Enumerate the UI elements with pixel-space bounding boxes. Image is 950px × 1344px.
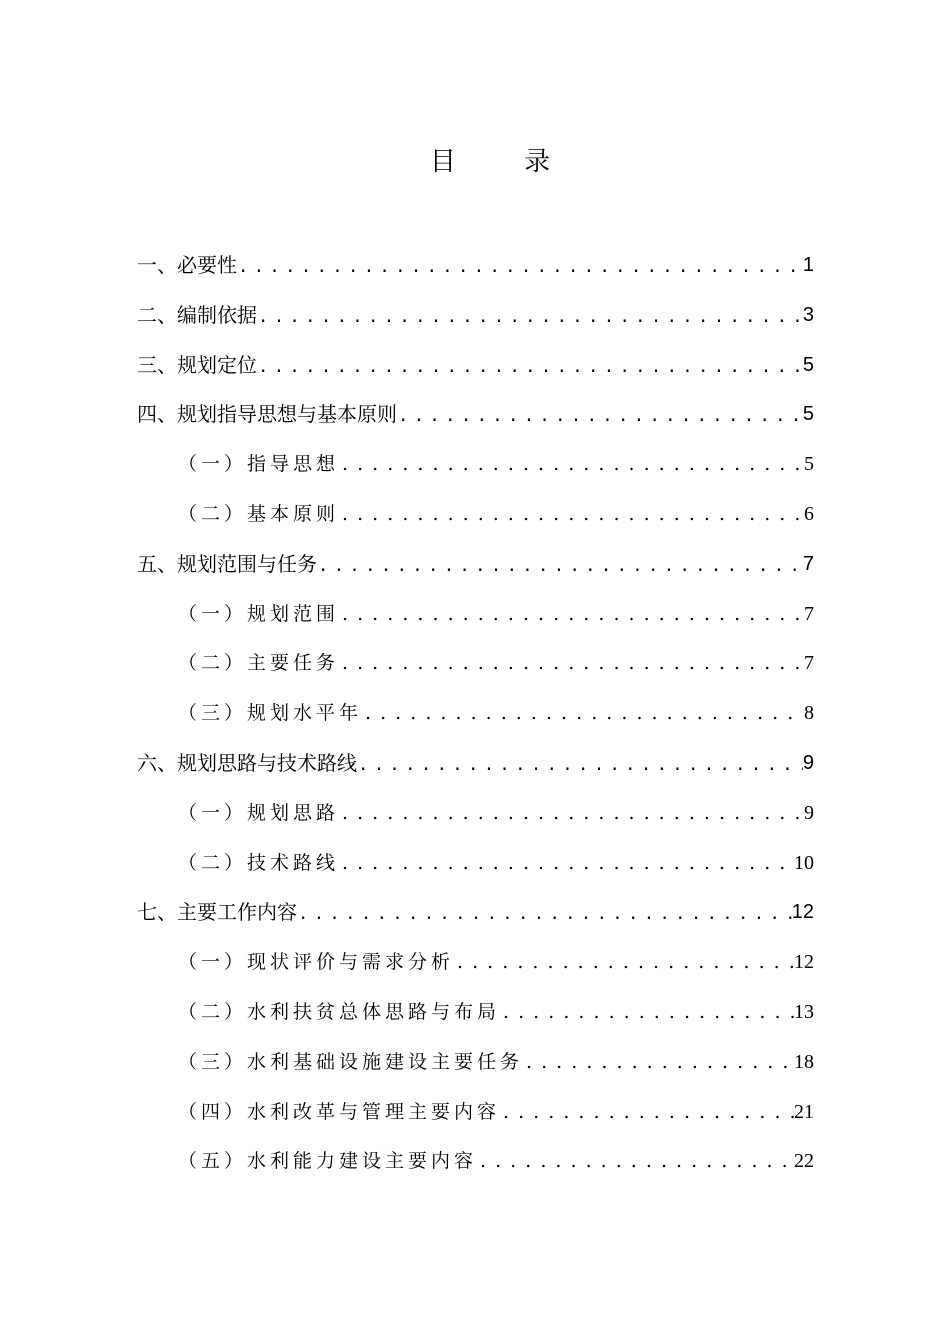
toc-entry-text: 四、规划指导思想与基本原则	[137, 402, 397, 427]
toc-entry-page-number: 18	[794, 1050, 814, 1073]
toc-entry[interactable]	[178, 439, 814, 479]
toc-entry-text: （五）水利能力建设主要内容	[178, 1150, 478, 1173]
toc-entry-text: 七、主要工作内容	[137, 900, 297, 925]
toc-entry-page-number: 9	[802, 752, 814, 774]
toc-entry-page-number: 8	[804, 702, 814, 725]
toc-entry-page-number: 5	[802, 353, 814, 376]
toc-entry[interactable]	[137, 290, 814, 330]
toc-entry-page-number: 1	[802, 254, 814, 276]
toc-entry[interactable]	[178, 937, 814, 977]
toc-entry-page-number: 12	[794, 951, 814, 974]
toc-entry[interactable]	[137, 240, 814, 280]
toc-entry-text: （三）规划水平年	[178, 702, 363, 725]
toc-dot-leader	[362, 698, 804, 728]
toc-dot-leader	[339, 848, 794, 878]
toc-entry[interactable]	[178, 1136, 814, 1176]
toc-entry[interactable]	[137, 738, 814, 778]
toc-entry-text: 一、必要性	[137, 253, 237, 277]
toc-dot-leader	[397, 399, 803, 429]
toc-entry-page-number: 22	[794, 1150, 814, 1173]
toc-dot-leader	[297, 897, 792, 927]
toc-entry[interactable]	[178, 788, 814, 828]
toc-dot-leader	[357, 748, 803, 778]
toc-title: 目 录	[429, 147, 581, 177]
toc-entry[interactable]	[178, 589, 814, 629]
toc-entry-text: （三）水利基础设施建设主要任务	[178, 1050, 524, 1073]
toc-entry-text: 三、规划定位	[137, 352, 257, 377]
toc-entry-page-number: 5	[802, 403, 814, 426]
toc-entry-text: （一）规划范围	[178, 602, 340, 625]
toc-dot-leader	[339, 798, 804, 828]
toc-entry-page-number: 9	[804, 801, 814, 824]
toc-entry[interactable]	[137, 340, 814, 380]
toc-entry-text: （二）水利扶贫总体思路与布局	[178, 1001, 501, 1023]
toc-dot-leader	[339, 599, 804, 629]
toc-dot-leader	[500, 997, 794, 1027]
toc-entry-page-number: 5	[804, 453, 814, 476]
toc-entry-text: （四）水利改革与管理主要内容	[178, 1100, 501, 1123]
toc-dot-leader	[257, 350, 803, 380]
toc-entry[interactable]	[178, 1037, 814, 1077]
toc-entry-page-number: 21	[794, 1100, 814, 1123]
toc-dot-leader	[500, 1097, 794, 1127]
toc-entry[interactable]	[178, 688, 814, 728]
toc-entry-text: （一）现状评价与需求分析	[178, 951, 455, 974]
toc-entry[interactable]	[178, 987, 814, 1027]
toc-entry[interactable]	[137, 539, 814, 579]
toc-entry-page-number: 10	[794, 851, 814, 874]
toc-dot-leader	[339, 499, 804, 529]
toc-dot-leader	[454, 947, 794, 977]
toc-entry[interactable]	[178, 838, 814, 878]
toc-entry-page-number: 12	[791, 901, 814, 924]
toc-entry-text: （二）技术路线	[178, 851, 340, 874]
toc-dot-leader	[339, 449, 804, 479]
toc-entry[interactable]	[178, 1087, 814, 1127]
toc-entry-text: 二、编制依据	[137, 302, 257, 327]
toc-entry-text: 六、规划思路与技术路线	[137, 751, 357, 775]
toc-dot-leader	[477, 1146, 794, 1176]
toc-entry[interactable]	[137, 389, 814, 429]
toc-dot-leader	[523, 1047, 794, 1077]
toc-entry[interactable]	[178, 489, 814, 529]
toc-entry-text: （二）主要任务	[178, 652, 340, 675]
toc-entry-page-number: 7	[804, 652, 814, 675]
toc-entry-text: （一）指导思想	[178, 453, 340, 476]
toc-dot-leader	[317, 549, 803, 579]
toc-dot-leader	[339, 648, 804, 678]
toc-dot-leader	[257, 300, 803, 330]
toc-entry-text: 五、规划范围与任务	[137, 551, 317, 576]
toc-entry-page-number: 7	[804, 602, 814, 625]
toc-entry-page-number: 6	[804, 503, 814, 525]
toc-entry-page-number: 7	[802, 552, 814, 575]
toc-entry-text: （一）规划思路	[178, 801, 340, 824]
toc-entry-page-number: 13	[794, 1001, 814, 1023]
toc-entry[interactable]	[137, 887, 814, 927]
toc-entry-page-number: 3	[802, 303, 814, 326]
toc-entry-text: （二）基本原则	[178, 503, 340, 525]
toc-entry[interactable]	[178, 638, 814, 678]
toc-dot-leader	[237, 250, 803, 280]
